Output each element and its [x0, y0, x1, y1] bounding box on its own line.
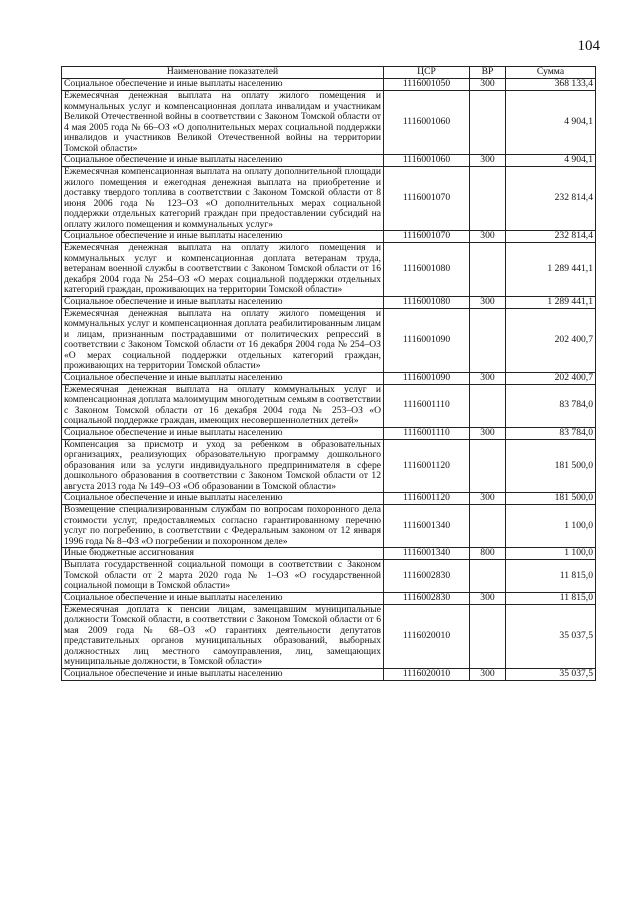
table-row: [62, 372, 596, 384]
table-row: [62, 505, 596, 548]
cell-sum: 35 037,5: [506, 668, 596, 680]
cell-sum: 1 289 441,1: [506, 243, 596, 297]
cell-vr: 300: [470, 592, 506, 604]
cell-csr: 1116001110: [384, 384, 470, 427]
table-row: [62, 493, 596, 505]
cell-sum: 181 500,0: [506, 439, 596, 493]
cell-vr: 300: [470, 155, 506, 167]
cell-name: Социальное обеспечение и иные выплаты населению: [62, 231, 384, 243]
cell-vr: 300: [470, 427, 506, 439]
cell-sum: 181 500,0: [506, 493, 596, 505]
cell-csr: 1116001340: [384, 548, 470, 560]
cell-name: Социальное обеспечение и иные выплаты населению: [62, 79, 384, 91]
cell-sum: 83 784,0: [506, 427, 596, 439]
cell-csr: 1116001080: [384, 296, 470, 308]
cell-sum: 11 815,0: [506, 560, 596, 593]
header-sum: Сумма: [506, 67, 596, 79]
budget-table: [61, 66, 596, 681]
cell-csr: 1116001080: [384, 243, 470, 297]
table-row: [62, 308, 596, 372]
cell-csr: 1116001060: [384, 155, 470, 167]
cell-csr: 1116002830: [384, 592, 470, 604]
cell-sum: 4 904,1: [506, 91, 596, 155]
cell-sum: 1 100,0: [506, 505, 596, 548]
cell-vr: [470, 505, 506, 548]
cell-vr: [470, 243, 506, 297]
table-row: [62, 243, 596, 297]
cell-csr: 1116001110: [384, 427, 470, 439]
cell-name: Иные бюджетные ассигнования: [62, 548, 384, 560]
cell-sum: 202 400,7: [506, 372, 596, 384]
cell-name: Ежемесячная компенсационная выплата на оплату дополнительной площади жилого помещения и ежегодная денежная выплата на приобретение и доставку твердого топлива в соответствии с Законом Томской области от 8 июня 2006 года № 123–ОЗ «О дополнительных мерах социальной поддержки отдельных категорий граждан при предоставлении субсидий на оплату жилого помещения и коммунальных услуг»: [62, 167, 384, 231]
cell-csr: 1116001120: [384, 493, 470, 505]
table-row: [62, 604, 596, 668]
table-row: [62, 231, 596, 243]
header-vr: ВР: [470, 67, 506, 79]
table-row: [62, 548, 596, 560]
cell-sum: 232 814,4: [506, 231, 596, 243]
cell-vr: 300: [470, 668, 506, 680]
cell-csr: 1116002830: [384, 560, 470, 593]
cell-vr: 300: [470, 296, 506, 308]
cell-sum: 232 814,4: [506, 167, 596, 231]
cell-name: Выплата государственной социальной помощи в соответствии с Законом Томской области от 2 марта 2020 года № 1–ОЗ «О государственной социальной помощи в Томской области»: [62, 560, 384, 593]
cell-csr: 1116001070: [384, 231, 470, 243]
cell-vr: [470, 604, 506, 668]
table-row: [62, 384, 596, 427]
cell-vr: 800: [470, 548, 506, 560]
cell-csr: 1116001090: [384, 372, 470, 384]
cell-name: Компенсация за присмотр и уход за ребенком в образовательных организациях, реализующих образовательную программу дошкольного образования или за услуги индивидуального предпринимателя в сфере дошкольного образования в соответствии с Законом Томской области от 12 августа 2013 года № 149–ОЗ «Об образовании в Томской области»: [62, 439, 384, 493]
cell-name: Социальное обеспечение и иные выплаты населению: [62, 592, 384, 604]
cell-sum: 1 289 441,1: [506, 296, 596, 308]
table-row: [62, 592, 596, 604]
cell-csr: 1116001340: [384, 505, 470, 548]
cell-vr: [470, 91, 506, 155]
cell-sum: 368 133,4: [506, 79, 596, 91]
cell-csr: 1116001070: [384, 167, 470, 231]
page-number: 104: [577, 38, 600, 54]
cell-name: Возмещение специализированным службам по вопросам похоронного дела стоимости услуг, предоставляемых согласно гарантированному перечню услуг по погребению, в соответствии с Федеральным законом от 12 января 1996 года № 8–ФЗ «О погребении и похоронном деле»: [62, 505, 384, 548]
cell-name: Социальное обеспечение и иные выплаты населению: [62, 372, 384, 384]
table-row: [62, 167, 596, 231]
cell-name: Ежемесячная денежная выплата на оплату жилого помещения и коммунальных услуг и компенсационная доплата инвалидам и участникам Великой Отечественной войны в соответствии с Законом Томской области от 4 мая 2005 года № 66–ОЗ «О дополнительных мерах социальной поддержки инвалидов и участников Великой Отечественной войны на территории Томской области»: [62, 91, 384, 155]
cell-vr: [470, 560, 506, 593]
cell-name: Ежемесячная денежная выплата на оплату коммунальных услуг и компенсационная доплата малоимущим многодетным семьям в соответствии с Законом Томской области от 16 декабря 2004 года № 253–ОЗ «О социальной поддержке граждан, имеющих несовершеннолетних детей»: [62, 384, 384, 427]
cell-name: Ежемесячная денежная выплата на оплату жилого помещения и коммунальных услуг и компенсационная доплата реабилитированным лицам и лицам, признанным пострадавшими от политических репрессий в соответствии с Законом Томской области от 16 декабря 2004 года № 254–ОЗ «О мерах социальной поддержки отдельных категорий граждан, проживающих на территории Томской области»: [62, 308, 384, 372]
cell-vr: [470, 439, 506, 493]
table-header-row: [62, 67, 596, 79]
table-row: [62, 91, 596, 155]
table-row: [62, 439, 596, 493]
cell-name: Социальное обеспечение и иные выплаты населению: [62, 493, 384, 505]
header-csr: ЦСР: [384, 67, 470, 79]
cell-csr: 1116001120: [384, 439, 470, 493]
cell-vr: [470, 167, 506, 231]
cell-name: Социальное обеспечение и иные выплаты населению: [62, 296, 384, 308]
cell-vr: [470, 308, 506, 372]
cell-name: Ежемесячная доплата к пенсии лицам, замещавшим муниципальные должности Томской области, в соответствии с Законом Томской области от 6 мая 2009 года № 68–ОЗ «О гарантиях деятельности депутатов представительных органов муниципальных образований, выборных должностных лиц местного самоуправления, лиц, замещающих муниципальные должности, в Томской области»: [62, 604, 384, 668]
cell-sum: 4 904,1: [506, 155, 596, 167]
cell-name: Социальное обеспечение и иные выплаты населению: [62, 427, 384, 439]
table-row: [62, 560, 596, 593]
cell-name: Ежемесячная денежная выплата на оплату жилого помещения и коммунальных услуг и компенсационная доплата ветеранам труда, ветеранам военной службы в соответствии с Законом Томской области от 16 декабря 2004 года № 254–ОЗ «О мерах социальной поддержки отдельных категорий граждан, проживающих на территории Томской области»: [62, 243, 384, 297]
table-row: [62, 296, 596, 308]
cell-sum: 83 784,0: [506, 384, 596, 427]
cell-vr: 300: [470, 79, 506, 91]
cell-sum: 11 815,0: [506, 592, 596, 604]
cell-vr: 300: [470, 372, 506, 384]
table-row: [62, 427, 596, 439]
table-row: [62, 668, 596, 680]
cell-vr: 300: [470, 493, 506, 505]
cell-vr: [470, 384, 506, 427]
cell-csr: 1116020010: [384, 668, 470, 680]
cell-sum: 1 100,0: [506, 548, 596, 560]
cell-name: Социальное обеспечение и иные выплаты населению: [62, 155, 384, 167]
cell-csr: 1116001090: [384, 308, 470, 372]
table-row: [62, 155, 596, 167]
table-row: [62, 79, 596, 91]
cell-csr: 1116020010: [384, 604, 470, 668]
cell-sum: 202 400,7: [506, 308, 596, 372]
cell-csr: 1116001060: [384, 91, 470, 155]
header-name: Наименование показателей: [62, 67, 384, 79]
cell-vr: 300: [470, 231, 506, 243]
cell-sum: 35 037,5: [506, 604, 596, 668]
cell-name: Социальное обеспечение и иные выплаты населению: [62, 668, 384, 680]
cell-csr: 1116001050: [384, 79, 470, 91]
